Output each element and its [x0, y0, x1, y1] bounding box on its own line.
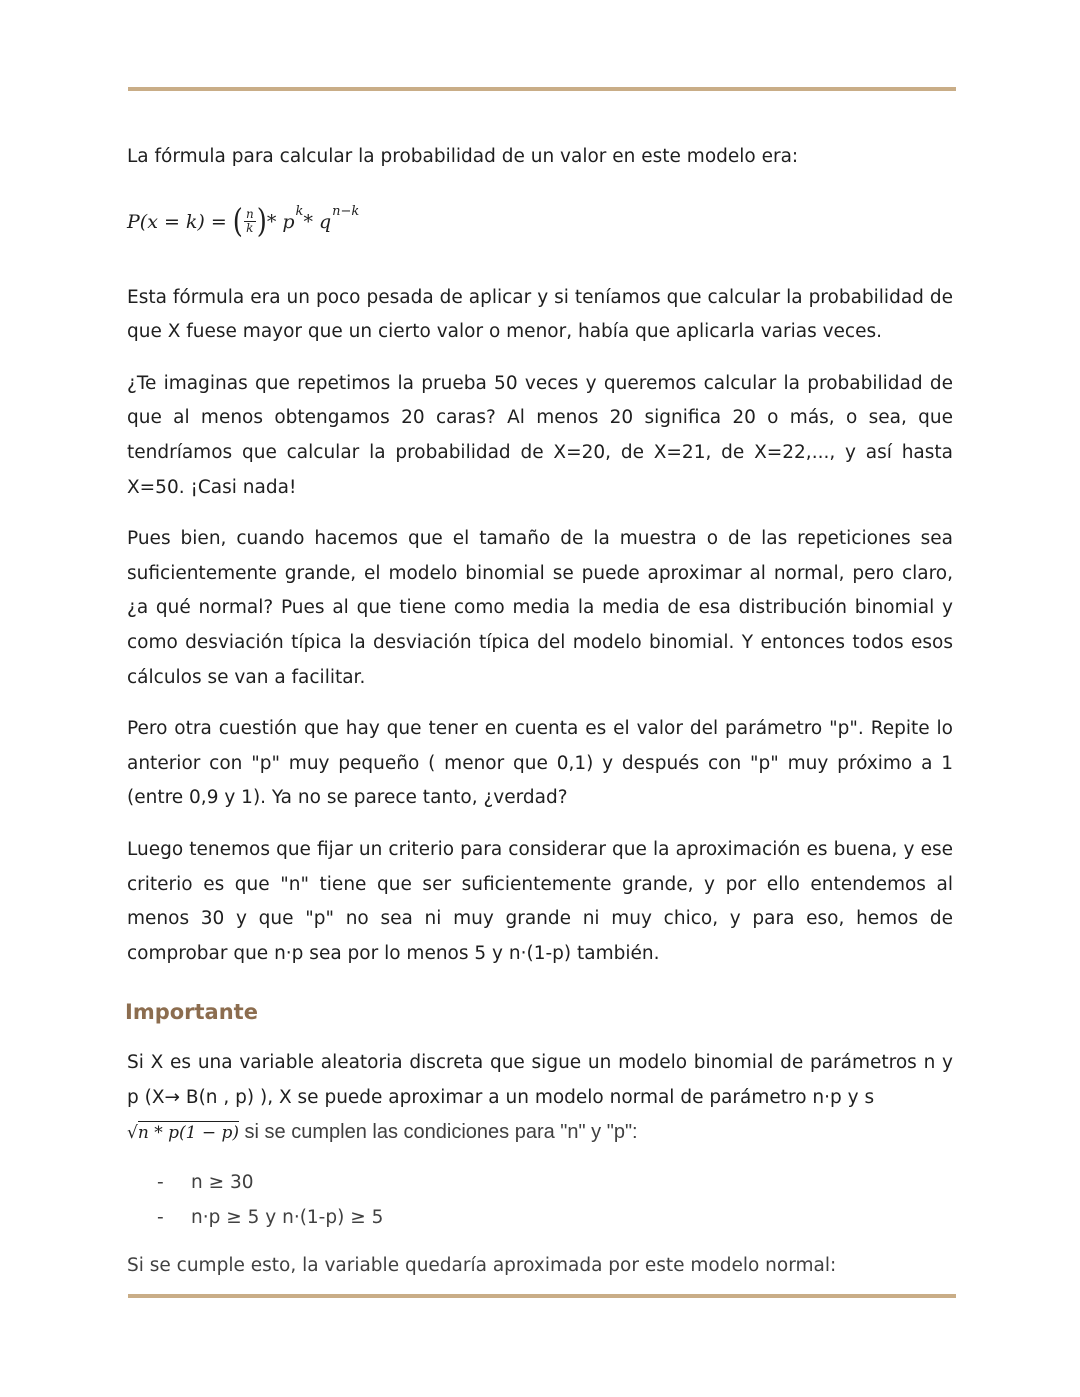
- binomial-coefficient: [244, 208, 256, 235]
- binom-bottom: k: [246, 221, 254, 236]
- paragraph-4: Pero otra cuestión que hay que tener en cuenta es el valor del parámetro "p". Repite lo anterior con "p" muy pequeño ( menor que 0,1) y después con "p" muy próximo a 1 (entre 0,9 y 1). Ya no se parece tanto, ¿verdad?: [127, 718, 953, 809]
- condition-item: - n·p ≥ 5 y n·(1-p) ≥ 5: [157, 1207, 384, 1229]
- bottom-divider: [128, 1294, 956, 1298]
- closing-text: Si se cumple esto, la variable quedaría aproximada por este modelo normal:: [127, 1255, 837, 1277]
- formula-q-term: * q: [303, 210, 332, 233]
- formula-exp-k: k: [295, 204, 304, 220]
- binomial-formula: P(x = k) = ( $\frac{n}{k}$ ) * p k * q n−k: [127, 202, 360, 241]
- formula-p-term: * p: [266, 210, 295, 233]
- paragraph-3: Pues bien, cuando hacemos que el tamaño de la muestra o de las repeticiones sea suficientemente grande, el modelo binomial se puede aproximar al normal, pero claro, ¿a qué normal? Pues al que tiene como media la media de esa distribución binomial y como desviación típica la desviación típica del modelo binomial. Y entonces todos esos cálculos se van a facilitar.: [127, 528, 953, 688]
- important-text-end: si se cumplen las condiciones para "n" y "p":: [239, 1121, 638, 1144]
- page-content: [127, 140, 953, 1284]
- condition-text: n ≥ 30: [191, 1172, 254, 1194]
- formula-exp-n-k: n−k: [332, 204, 360, 220]
- condition-item: - n ≥ 30: [157, 1172, 254, 1194]
- important-heading: Importante: [125, 1000, 258, 1025]
- paragraph-1: Esta fórmula era un poco pesada de aplicar y si teníamos que calcular la probabilidad de que X fuese mayor que un cierto valor o menor, había que aplicarla varias veces.: [127, 286, 953, 343]
- paragraph-2: ¿Te imaginas que repetimos la prueba 50 veces y queremos calcular la probabilidad de que al menos obtengamos 20 caras? Al menos 20 significa 20 o más, o sea, que tendríamos que calcular la probabilidad de X=20, de X=21, de X=22,..., y así hasta X=50. ¡Casi nada!: [127, 372, 953, 498]
- condition-text: n·p ≥ 5 y n·(1-p) ≥ 5: [191, 1207, 384, 1229]
- formula-lhs: P(x = k) =: [127, 210, 227, 233]
- sqrt-expression: √n * p(1 − p): [127, 1123, 239, 1144]
- top-divider: [128, 87, 956, 91]
- intro-text: La fórmula para calcular la probabilidad de un valor en este modelo era:: [127, 146, 799, 167]
- important-paragraph: [127, 1046, 953, 1151]
- sqrt-radicand: n * p(1 − p): [137, 1123, 239, 1144]
- binom-top: n: [245, 207, 254, 222]
- paragraph-5: Luego tenemos que fijar un criterio para considerar que la aproximación es buena, y ese criterio es que "n" tiene que ser suficientemente grande, y por ello entendemos al menos 30 y que "p" no sea ni muy grande ni muy chico, y para eso, hemos de comprobar que n·p sea por lo menos 5 y n·(1-p) también.: [127, 838, 953, 964]
- conditions-list: [127, 1165, 953, 1235]
- important-text-start: Si X es una variable aleatoria discreta que sigue un modelo binomial de parámetros n y p (X→ B(n , p) ), X se puede aproximar a un modelo normal de parámetro n·p y s: [127, 1052, 953, 1108]
